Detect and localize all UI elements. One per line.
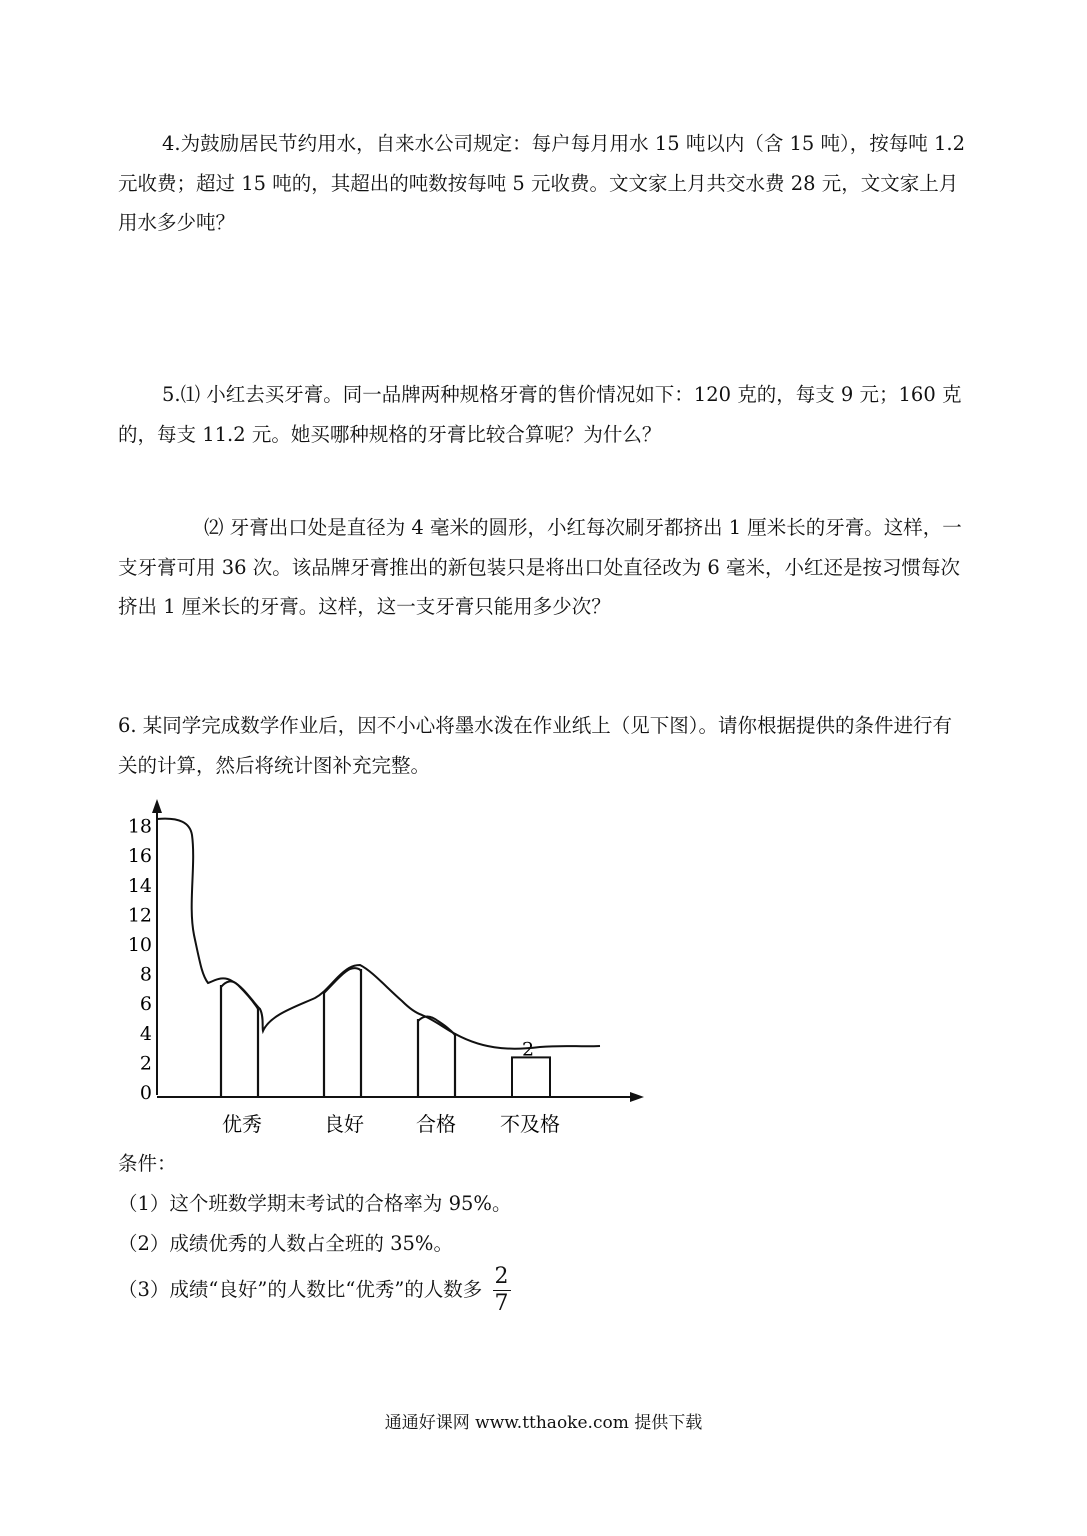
conditions-heading: 条件： [118, 1152, 177, 1175]
y-tick-label-10: 10 [127, 934, 152, 956]
fraction-2-7 [493, 1264, 511, 1317]
x-tick-label-1: 良好 [324, 1112, 364, 1136]
bar-chart [110, 795, 670, 1150]
bar-3 [512, 1057, 550, 1097]
bar-value-label-3: 2 [521, 1038, 535, 1061]
condition-3-text: （3）成绩“良好”的人数比“优秀”的人数多 [118, 1278, 483, 1301]
y-tick-label-6: 6 [139, 993, 152, 1016]
problem-4: 4.为鼓励居民节约用水，自来水公司规定：每户每月用水 15 吨以内（含 15 吨），按每吨 1.2 元收费；超过 15 吨的，其超出的吨数按每吨 5 元收费。文文家上月共交水费 28 元，文文家上月用水多少吨？ [118, 132, 965, 234]
y-tick-label-4: 4 [139, 1022, 152, 1045]
condition-1: （1）这个班数学期末考试的合格率为 95%。 [118, 1192, 512, 1215]
fraction-numerator: 2 [494, 1264, 509, 1289]
y-tick-label-14: 14 [127, 874, 152, 897]
condition-3 [118, 1264, 511, 1317]
ink-blot-bar-top-hege [418, 1017, 455, 1036]
y-axis-arrow [152, 799, 162, 813]
y-tick-label-12: 12 [127, 904, 152, 927]
y-tick-label-18: 18 [127, 815, 152, 838]
x-tick-label-0: 优秀 [222, 1112, 262, 1136]
ink-blot-outline [157, 819, 600, 1049]
x-axis-arrow [630, 1092, 644, 1102]
problem-6: 6. 某同学完成数学作业后，因不小心将墨水泼在作业纸上（见下图）。请你根据提供的条件进行有关的计算，然后将统计图补充完整。 [118, 714, 953, 777]
condition-2: （2）成绩优秀的人数占全班的 35%。 [118, 1232, 453, 1255]
y-tick-label-2: 2 [139, 1052, 152, 1075]
y-axis-ticks [128, 816, 152, 1104]
x-tick-label-3: 不及格 [500, 1112, 560, 1136]
footer: 通通好课网 www.tthaoke.com 提供下载 [384, 1413, 703, 1433]
problem-5-part-2: ⑵ 牙膏出口处是直径为 4 毫米的圆形，小红每次刷牙都挤出 1 厘米长的牙膏。这样，一支牙膏可用 36 次。该品牌牙膏推出的新包装只是将出口处直径改为 6 毫米，小红还是按习惯每次挤出 1 厘米长的牙膏。这样，这一支牙膏只能用多少次？ [118, 516, 962, 618]
problem-5-part-1: 5.⑴ 小红去买牙膏。同一品牌两种规格牙膏的售价情况如下：120 克的，每支 9 元；160 克的，每支 11.2 元。她买哪种规格的牙膏比较合算呢？为什么？ [118, 383, 962, 446]
y-tick-label-8: 8 [139, 963, 152, 986]
fraction-denominator: 7 [494, 1291, 509, 1316]
ink-blot-bar-top-youxiu [221, 981, 258, 1009]
y-tick-label-0: 0 [139, 1082, 152, 1104]
y-tick-label-16: 16 [127, 845, 152, 868]
x-tick-label-2: 合格 [416, 1112, 456, 1136]
